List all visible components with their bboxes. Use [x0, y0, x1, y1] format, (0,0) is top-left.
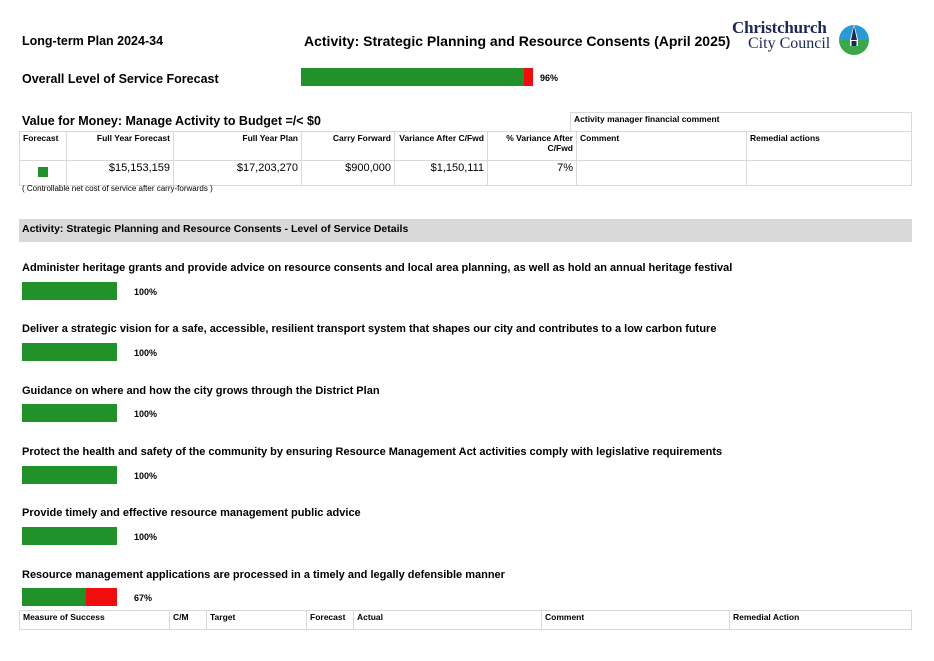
item-title: Provide timely and effective resource management public advice: [22, 507, 361, 519]
item-percent: 100%: [134, 532, 158, 542]
item-percent: 100%: [134, 471, 158, 481]
col-forecast: Forecast: [307, 611, 354, 630]
col-forecast: Forecast: [20, 132, 67, 161]
carry-forward-value: $900,000: [302, 161, 395, 186]
bar-green-segment: [22, 527, 117, 545]
item-title: Resource management applications are processed in a timely and legally defensible manner: [22, 569, 505, 581]
bar-green-segment: [22, 466, 117, 484]
col-full-year-forecast: Full Year Forecast: [67, 132, 174, 161]
col-remedial-action: Remedial Action: [730, 611, 912, 630]
item-percent: 100%: [134, 409, 158, 419]
col-pct-variance: % Variance After C/Fwd: [488, 132, 577, 161]
item-title: Deliver a strategic vision for a safe, accessible, resilient transport system that shapes our city and contributes to a low carbon future: [22, 323, 717, 335]
item-title: Guidance on where and how the city grows through the District Plan: [22, 385, 380, 397]
item-percent: 100%: [134, 348, 158, 358]
col-carry-forward: Carry Forward: [302, 132, 395, 161]
logo-line1: Christchurch: [732, 18, 827, 37]
full-year-forecast-value: $15,153,159: [67, 161, 174, 186]
item-progress-bar: [22, 527, 117, 545]
col-cm: C/M: [170, 611, 207, 630]
level-of-service-section-header: [19, 219, 912, 242]
col-remedial: Remedial actions: [747, 132, 912, 161]
bar-green-segment: [301, 68, 524, 86]
item-percent: 67%: [134, 593, 153, 603]
item-progress-bar: [22, 588, 117, 606]
overall-progress-bar: [301, 68, 533, 86]
bar-green-segment: [22, 588, 86, 606]
col-comment: Comment: [542, 611, 730, 630]
col-actual: Actual: [354, 611, 542, 630]
logo-line2: City Council: [748, 35, 831, 52]
col-full-year-plan: Full Year Plan: [174, 132, 302, 161]
activity-title: Activity: Strategic Planning and Resource Consents (April 2025): [304, 33, 731, 49]
forecast-status-cell: [20, 161, 67, 186]
col-target: Target: [207, 611, 307, 630]
measures-table: [19, 610, 912, 630]
item-progress-bar: [22, 343, 117, 361]
value-for-money-title: Value for Money: Manage Activity to Budget =/< $0: [22, 114, 321, 128]
variance-value: $1,150,111: [395, 161, 488, 186]
bar-green-segment: [22, 282, 117, 300]
bar-green-segment: [22, 404, 117, 422]
col-measure-of-success: Measure of Success: [20, 611, 170, 630]
pct-variance-value: 7%: [488, 161, 577, 186]
green-status-square-icon: [38, 167, 48, 177]
item-percent: 100%: [134, 287, 158, 297]
council-logo: [732, 20, 877, 58]
col-comment: Comment: [577, 132, 747, 161]
cathedral-emblem-icon: [836, 22, 872, 56]
remedial-cell: [747, 161, 912, 186]
manager-comment-header: Activity manager financial comment: [571, 113, 912, 132]
item-progress-bar: [22, 282, 117, 300]
overall-percent: 96%: [540, 73, 559, 83]
item-progress-bar: [22, 404, 117, 422]
item-title: Administer heritage grants and provide advice on resource consents and local area planning, as well as hold an annual heritage festival: [22, 262, 733, 274]
plan-title: Long-term Plan 2024-34: [22, 34, 164, 48]
item-progress-bar: [22, 466, 117, 484]
bar-green-segment: [22, 343, 117, 361]
section-title: Activity: Strategic Planning and Resource Consents - Level of Service Details: [22, 223, 409, 235]
manager-comment-header-table: [570, 112, 912, 132]
item-title: Protect the health and safety of the community by ensuring Resource Management Act activities comply with legislative requirements: [22, 446, 723, 458]
financial-table: [19, 131, 912, 186]
overall-label: Overall Level of Service Forecast: [22, 72, 219, 86]
comment-cell: [577, 161, 747, 186]
cost-note: ( Controllable net cost of service after carry-forwards ): [22, 184, 213, 193]
bar-red-segment: [524, 68, 533, 86]
bar-red-segment: [86, 588, 117, 606]
col-variance: Variance After C/Fwd: [395, 132, 488, 161]
full-year-plan-value: $17,203,270: [174, 161, 302, 186]
